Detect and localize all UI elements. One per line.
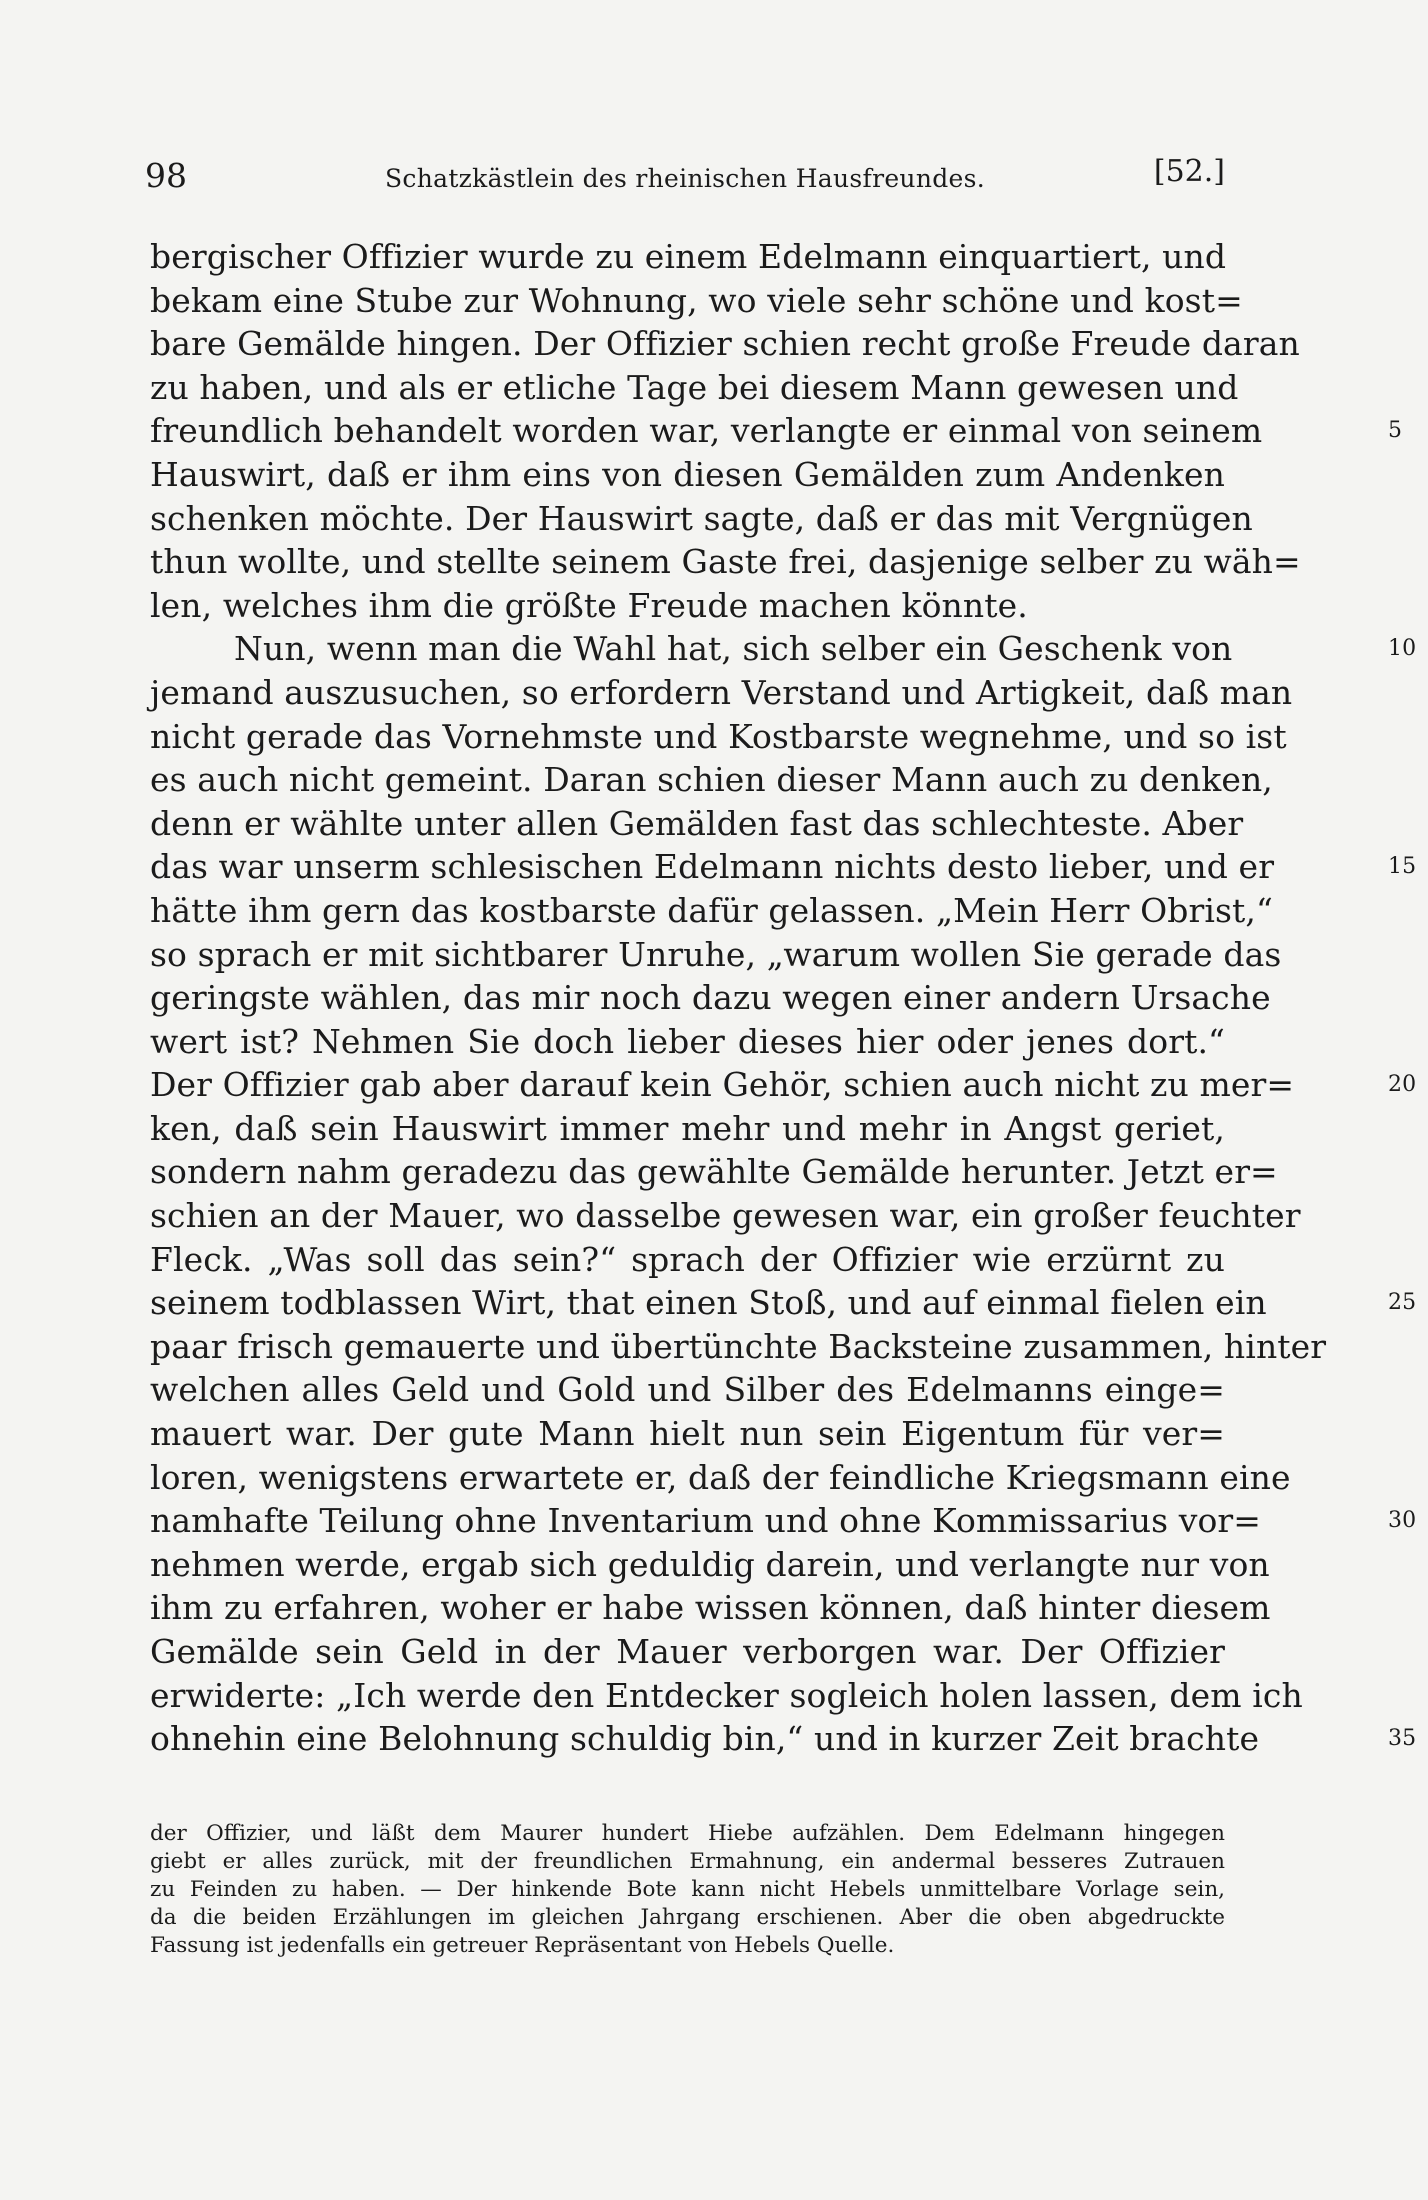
text-line: [150, 1194, 1301, 1238]
text-line: [150, 1281, 1417, 1325]
text-line: [150, 671, 1293, 715]
text-line: [150, 1586, 1271, 1630]
text-line: [150, 1107, 1225, 1151]
text-line: [150, 627, 1417, 671]
text-line: [150, 802, 1244, 846]
text-line-content: len, welches ihm die größte Freude machen könnte.: [150, 585, 1028, 625]
text-line-content: nehmen werde, ergab sich geduldig darein, und verlangte nur von: [150, 1544, 1270, 1584]
text-line: [150, 889, 1273, 933]
text-line-content: nicht gerade das Vornehmste und Kostbarste wegnehme, und so ist: [150, 716, 1287, 756]
text-line-content: denn er wählte unter allen Gemälden fast das schlechteste. Aber: [150, 803, 1244, 843]
text-line-content: Der Offizier gab aber darauf kein Gehör, schien auch nicht zu mer=: [150, 1065, 1295, 1105]
text-line-content: freundlich behandelt worden war, verlangte er einmal von seinem: [150, 411, 1263, 451]
text-line-content: thun wollte, und stellte seinem Gaste frei, dasjenige selber zu wäh=: [150, 542, 1301, 582]
text-line-content: schenken möchte. Der Hauswirt sagte, daß er das mit Vergnügen: [150, 498, 1253, 538]
text-line-content: namhafte Teilung ohne Inventarium und ohne Kommissarius vor=: [150, 1501, 1262, 1541]
text-line: [150, 1717, 1417, 1761]
text-line-content: erwiderte: „Ich werde den Entdecker sogleich holen lassen, dem ich: [150, 1675, 1303, 1715]
text-line-content: jemand auszusuchen, so erfordern Verstand und Artigkeit, daß man: [150, 672, 1293, 712]
text-line: [150, 1499, 1417, 1543]
text-line: [150, 845, 1417, 889]
footnotes: [150, 1820, 1225, 1960]
text-line-content: bekam eine Stube zur Wohnung, wo viele sehr schöne und kost=: [150, 280, 1243, 320]
line-number: 35: [1388, 1726, 1417, 1752]
text-line: [150, 584, 1225, 628]
text-line: [150, 933, 1282, 977]
section-marker: [52.]: [1153, 154, 1225, 189]
text-line: [150, 497, 1253, 541]
text-line-content: mauert war. Der gute Mann hielt nun sein Eigentum für ver=: [150, 1414, 1225, 1454]
text-line: [150, 366, 1239, 410]
text-line: [150, 976, 1271, 1020]
text-line: [150, 409, 1403, 453]
text-line-content: hätte ihm gern das kostbarste dafür gelassen. „Mein Herr Obrist,“: [150, 890, 1273, 930]
text-line-content: ihm zu erfahren, woher er habe wissen können, daß hinter diesem: [150, 1588, 1271, 1628]
text-line: [150, 322, 1300, 366]
text-line-content: das war unserm schlesischen Edelmann nichts desto lieber, und er: [150, 847, 1275, 887]
text-line: [150, 453, 1225, 497]
text-line: [150, 1063, 1417, 1107]
text-line-content: ken, daß sein Hauswirt immer mehr und mehr in Angst geriet,: [150, 1108, 1225, 1148]
footnote-line: da die beiden Erzählungen im gleichen Jahrgang erschienen. Aber die oben abgedruckte: [150, 1905, 1225, 1930]
text-line: [150, 1543, 1270, 1587]
text-line: [150, 540, 1301, 584]
footnote-line: der Offizier, und läßt dem Maurer hundert Hiebe aufzählen. Dem Edelmann hingegen: [150, 1821, 1225, 1846]
text-line-content: schien an der Mauer, wo dasselbe gewesen war, ein großer feuchter: [150, 1196, 1301, 1236]
text-line: [150, 1150, 1278, 1194]
text-line-content: wert ist? Nehmen Sie doch lieber dieses hier oder jenes dort.“: [150, 1021, 1225, 1061]
text-line-content: Fleck. „Was soll das sein?“ sprach der Offizier wie erzürnt zu: [150, 1239, 1225, 1279]
text-line-content: es auch nicht gemeint. Daran schien dieser Mann auch zu denken,: [150, 760, 1273, 800]
text-line: [150, 1325, 1327, 1369]
footnote-line: Fassung ist jedenfalls ein getreuer Repräsentant von Hebels Quelle.: [150, 1933, 895, 1958]
page-number: 98: [145, 156, 187, 195]
text-line-content: bergischer Offizier wurde zu einem Edelmann einquartiert, und: [150, 237, 1227, 276]
text-line-content: Nun, wenn man die Wahl hat, sich selber ein Geschenk von: [234, 629, 1233, 669]
footnote-line: giebt er alles zurück, mit der freundlichen Ermahnung, ein andermal besseres Zutrauen: [150, 1849, 1225, 1874]
text-line: [150, 1020, 1225, 1064]
text-line: [150, 1630, 1225, 1674]
text-line-content: loren, wenigstens erwartete er, daß der feindliche Kriegsmann eine: [150, 1457, 1291, 1497]
line-number: 25: [1388, 1290, 1417, 1316]
text-line: [150, 279, 1243, 323]
text-line-content: ohnehin eine Belohnung schuldig bin,“ und in kurzer Zeit brachte: [150, 1719, 1260, 1759]
footnote-line: zu Feinden zu haben. — Der hinkende Bote kann nicht Hebels unmittelbare Vorlage sein,: [150, 1877, 1225, 1902]
text-line-content: sondern nahm geradezu das gewählte Gemälde herunter. Jetzt er=: [150, 1152, 1278, 1192]
text-line-content: seinem todblassen Wirt, that einen Stoß, und auf einmal fielen ein: [150, 1283, 1267, 1323]
text-line-content: paar frisch gemauerte und übertünchte Backsteine zusammen, hinter: [150, 1326, 1327, 1366]
text-line-content: Gemälde sein Geld in der Mauer verborgen war. Der Offizier: [150, 1632, 1225, 1671]
text-line-content: bare Gemälde hingen. Der Offizier schien recht große Freude daran: [150, 324, 1300, 364]
page-header: [145, 150, 1225, 200]
line-number: 15: [1388, 854, 1417, 880]
line-number: 20: [1388, 1072, 1417, 1098]
text-line: [150, 715, 1287, 759]
text-line-content: welchen alles Geld und Gold und Silber des Edelmanns einge=: [150, 1370, 1225, 1410]
text-line: [150, 235, 1225, 279]
text-line: [150, 1412, 1225, 1456]
text-line: [150, 1368, 1225, 1412]
text-line-content: zu haben, und als er etliche Tage bei diesem Mann gewesen und: [150, 367, 1239, 407]
text-line: [150, 1238, 1225, 1282]
text-line: [150, 1456, 1291, 1500]
text-line-content: geringste wählen, das mir noch dazu wegen einer andern Ursache: [150, 978, 1271, 1018]
body-text: [150, 235, 1417, 1761]
line-number: 5: [1388, 418, 1403, 444]
line-number: 30: [1388, 1508, 1417, 1534]
running-title: Schatzkästlein des rheinischen Hausfreundes.: [384, 164, 986, 193]
text-line: [150, 1674, 1303, 1718]
line-number: 10: [1388, 636, 1417, 662]
text-line-content: Hauswirt, daß er ihm eins von diesen Gemälden zum Andenken: [150, 454, 1225, 494]
text-line-content: so sprach er mit sichtbarer Unruhe, „warum wollen Sie gerade das: [150, 934, 1282, 974]
text-line: [150, 758, 1273, 802]
